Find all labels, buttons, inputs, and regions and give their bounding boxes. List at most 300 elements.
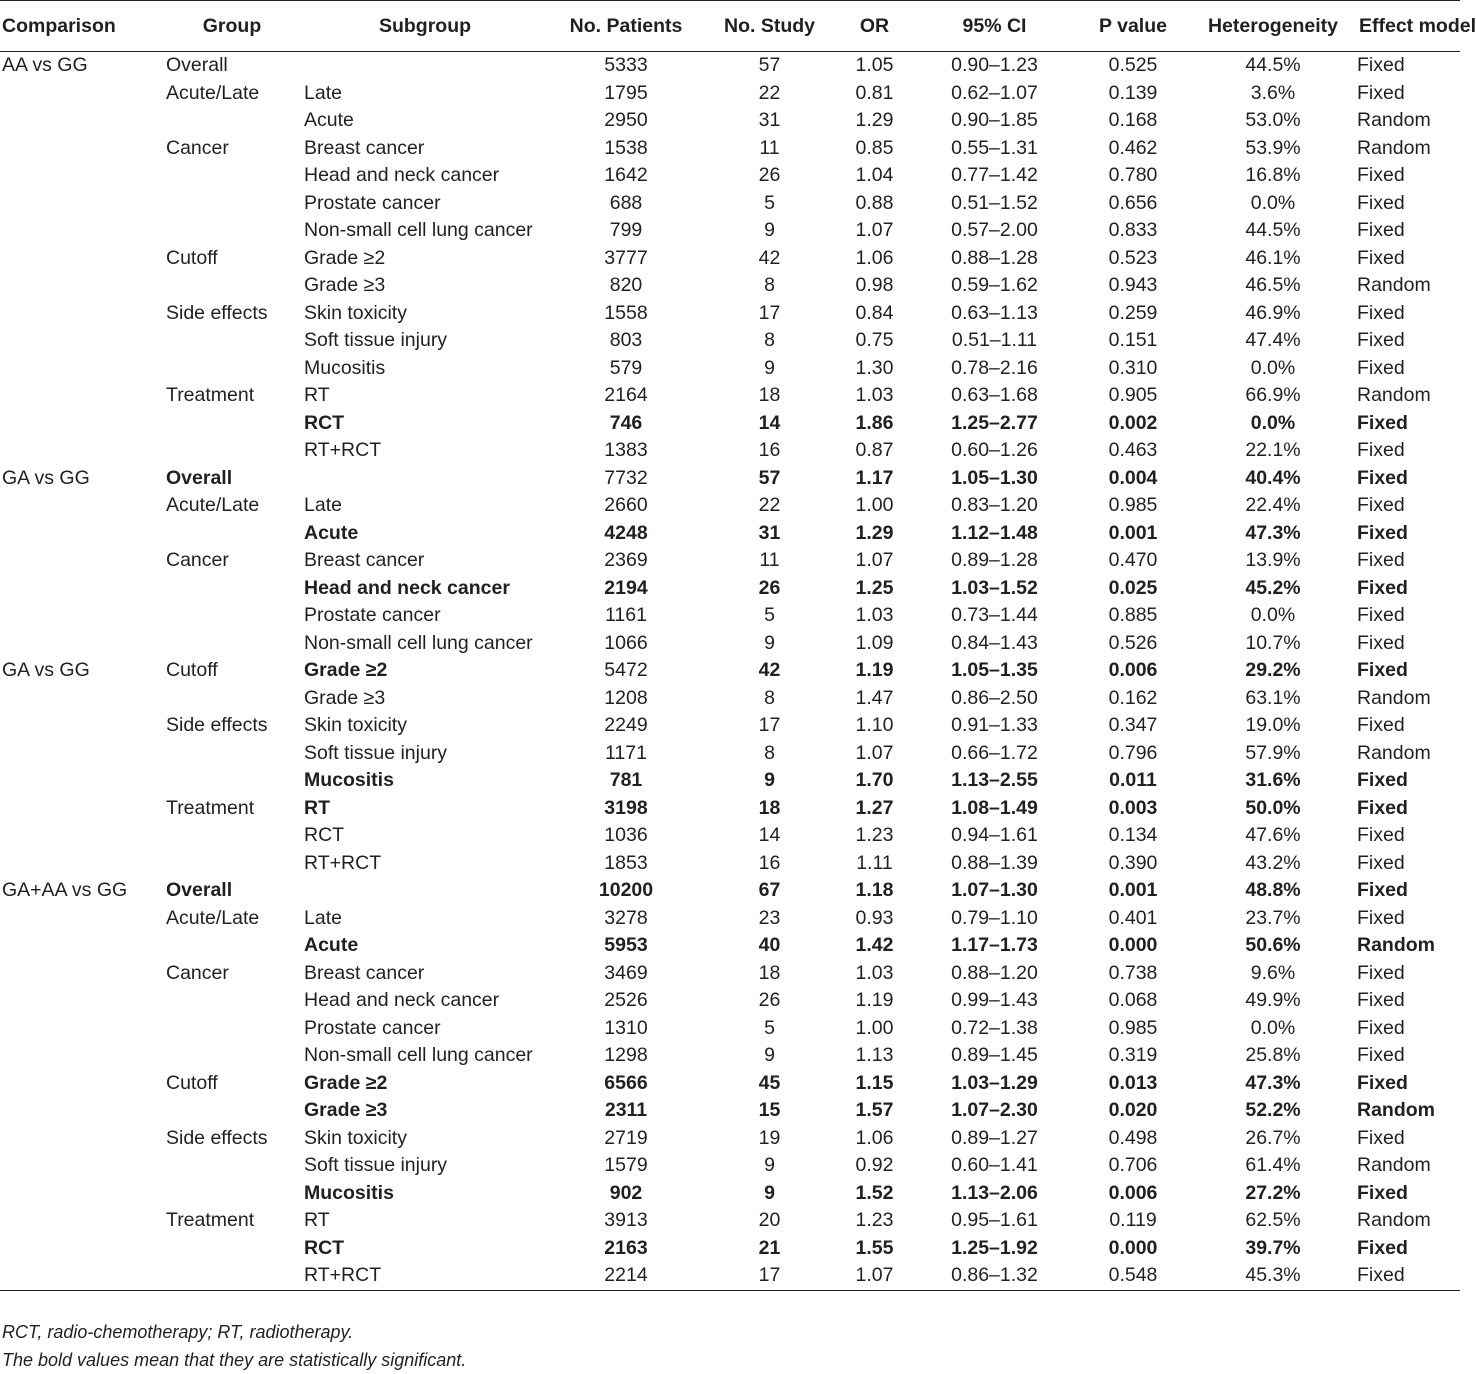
cell-comparison: [0, 217, 164, 245]
table-row: [0, 850, 1460, 878]
cell-studies: 5: [764, 1016, 775, 1039]
table-row: [0, 162, 1460, 190]
header-comparison: Comparison: [0, 1, 164, 52]
cell-studies: 16: [758, 851, 781, 874]
cell-heterogeneity: 47.4%: [1245, 329, 1301, 351]
cell-group: [164, 190, 300, 218]
table-row: [0, 877, 1460, 905]
cell-patients: 799: [609, 219, 643, 241]
cell-heterogeneity: 0.0%: [1250, 1016, 1296, 1039]
cell-patients: 1208: [604, 686, 648, 709]
cell-heterogeneity: 0.0%: [1250, 191, 1296, 214]
cell-ci: 0.99–1.43: [951, 989, 1038, 1011]
table-row: [0, 52, 1460, 80]
cell-group: Side effects: [166, 1126, 268, 1149]
cell-effect-model: Random: [1357, 686, 1431, 709]
table-row: [0, 1235, 1460, 1263]
cell-or: 1.07: [855, 549, 894, 571]
cell-or: 1.55: [855, 1236, 894, 1259]
cell-ci: 0.84–1.43: [951, 631, 1038, 654]
cell-effect-model: Fixed: [1357, 164, 1405, 186]
cell-p-value: 0.985: [1108, 1016, 1158, 1039]
cell-comparison: [0, 1235, 164, 1263]
cell-p-value: 0.119: [1109, 1209, 1157, 1231]
cell-studies: 14: [758, 411, 781, 434]
cell-patients: 2164: [604, 384, 648, 406]
cell-group: [164, 1042, 300, 1070]
cell-effect-model: Fixed: [1357, 906, 1405, 929]
cell-comparison: [0, 355, 164, 383]
cell-ci: 1.05–1.35: [951, 659, 1038, 681]
cell-or: 1.03: [855, 961, 894, 984]
cell-heterogeneity: 47.6%: [1245, 824, 1301, 846]
cell-ci: 0.88–1.39: [951, 851, 1038, 874]
cell-studies: 42: [758, 659, 781, 681]
cell-comparison: [0, 1097, 164, 1125]
cell-p-value: 0.526: [1108, 631, 1158, 654]
cell-p-value: 0.006: [1108, 659, 1158, 681]
cell-subgroup: Grade ≥2: [304, 1071, 388, 1094]
cell-subgroup: Late: [304, 494, 342, 516]
cell-heterogeneity: 19.0%: [1245, 714, 1301, 736]
cell-p-value: 0.004: [1108, 466, 1158, 489]
cell-ci: 1.07–1.30: [951, 879, 1038, 901]
cell-p-value: 0.656: [1108, 191, 1158, 214]
cell-ci: 0.94–1.61: [951, 824, 1038, 846]
cell-p-value: 0.401: [1108, 906, 1158, 929]
cell-comparison: [0, 437, 164, 465]
table-row: [0, 767, 1460, 795]
table-row: [0, 1097, 1460, 1125]
cell-ci: 1.25–1.92: [951, 1236, 1038, 1259]
cell-group: [164, 1015, 300, 1043]
cell-effect-model: Fixed: [1357, 494, 1405, 516]
table-row: [0, 1042, 1460, 1070]
table-row: [0, 1262, 1460, 1290]
cell-effect-model: Fixed: [1357, 301, 1405, 324]
cell-heterogeneity: 29.2%: [1245, 659, 1301, 681]
cell-or: 0.88: [855, 191, 894, 214]
cell-effect-model: Fixed: [1357, 81, 1405, 104]
cell-ci: 0.57–2.00: [951, 219, 1038, 241]
cell-group: Acute/Late: [166, 494, 260, 516]
cell-group: Treatment: [166, 384, 255, 406]
cell-or: 1.11: [856, 851, 893, 874]
table-row: [0, 1152, 1460, 1180]
cell-or: 0.81: [855, 81, 894, 104]
header-effect-model: Effect model: [1357, 1, 1460, 52]
cell-comparison: [0, 685, 164, 713]
cell-patients: 902: [609, 1181, 643, 1204]
cell-patients: 803: [609, 329, 643, 351]
cell-heterogeneity: 46.1%: [1245, 246, 1301, 269]
table-footnotes: [2, 1318, 466, 1374]
cell-effect-model: Fixed: [1357, 219, 1405, 241]
table-row: [0, 932, 1460, 960]
table-row: [0, 492, 1460, 520]
cell-heterogeneity: 53.0%: [1245, 109, 1301, 131]
cell-subgroup: RT+RCT: [304, 851, 382, 874]
cell-patients: 579: [609, 356, 643, 379]
cell-group: Cancer: [166, 549, 229, 571]
table-row: [0, 740, 1460, 768]
cell-studies: 21: [758, 1236, 781, 1259]
cell-studies: 9: [764, 1154, 775, 1176]
cell-studies: 26: [758, 576, 781, 599]
cell-or: 1.47: [855, 686, 894, 709]
table-row: [0, 465, 1460, 493]
cell-patients: 2163: [604, 1236, 648, 1259]
cell-p-value: 0.463: [1108, 439, 1158, 461]
table-row: [0, 437, 1460, 465]
cell-p-value: 0.905: [1108, 384, 1158, 406]
cell-effect-model: Fixed: [1357, 604, 1405, 626]
cell-subgroup: Late: [304, 81, 342, 104]
cell-ci: 1.08–1.49: [951, 796, 1038, 819]
cell-studies: 26: [758, 989, 781, 1011]
cell-or: 1.07: [855, 219, 894, 241]
cell-heterogeneity: 45.2%: [1245, 576, 1301, 599]
cell-patients: 1795: [604, 81, 648, 104]
cell-subgroup: Head and neck cancer: [304, 164, 500, 186]
cell-subgroup: Mucositis: [304, 356, 386, 379]
cell-heterogeneity: 10.7%: [1245, 631, 1301, 654]
table-row: [0, 1180, 1460, 1208]
table-row: [0, 520, 1460, 548]
cell-heterogeneity: 16.8%: [1245, 164, 1301, 186]
cell-subgroup: RT: [304, 1209, 330, 1231]
cell-studies: 9: [764, 1044, 775, 1066]
cell-studies: 31: [758, 521, 781, 544]
cell-patients: 2719: [604, 1126, 648, 1149]
table-row: [0, 217, 1460, 245]
cell-comparison: [0, 740, 164, 768]
cell-heterogeneity: 63.1%: [1245, 686, 1301, 709]
cell-or: 0.75: [855, 329, 894, 351]
cell-effect-model: Fixed: [1357, 1126, 1405, 1149]
cell-studies: 42: [758, 246, 781, 269]
cell-studies: 67: [758, 879, 781, 901]
cell-comparison: [0, 960, 164, 988]
cell-or: 1.70: [855, 769, 894, 791]
cell-ci: 0.90–1.23: [951, 54, 1038, 76]
cell-group: [164, 987, 300, 1015]
cell-subgroup: Grade ≥3: [304, 1099, 388, 1121]
table-row: [0, 657, 1460, 685]
cell-or: 1.07: [855, 741, 894, 764]
table-row: [0, 630, 1460, 658]
cell-or: 1.13: [855, 1044, 894, 1066]
cell-subgroup: Mucositis: [304, 769, 394, 791]
footnote-abbreviations: RCT, radio-chemotherapy; RT, radiotherapy.: [2, 1322, 354, 1342]
cell-or: 1.52: [855, 1181, 894, 1204]
cell-ci: 1.13–2.06: [951, 1181, 1038, 1204]
cell-comparison: [0, 272, 164, 300]
cell-subgroup: Head and neck cancer: [304, 576, 510, 599]
cell-or: 1.15: [855, 1071, 894, 1094]
table-row: [0, 602, 1460, 630]
cell-group: Overall: [166, 879, 233, 901]
table-row: [0, 822, 1460, 850]
cell-heterogeneity: 39.7%: [1245, 1236, 1301, 1259]
header-ci: 95% CI: [912, 1, 1077, 52]
cell-patients: 3913: [604, 1209, 648, 1231]
cell-subgroup: RT: [304, 796, 330, 819]
cell-heterogeneity: 0.0%: [1250, 604, 1296, 626]
cell-effect-model: Fixed: [1357, 356, 1405, 379]
cell-studies: 18: [758, 961, 781, 984]
cell-group: Side effects: [166, 301, 268, 324]
cell-ci: 0.60–1.26: [951, 439, 1038, 461]
cell-heterogeneity: 57.9%: [1245, 741, 1301, 764]
table-row: [0, 80, 1460, 108]
cell-studies: 57: [758, 54, 781, 76]
cell-p-value: 0.001: [1108, 879, 1158, 901]
cell-heterogeneity: 26.7%: [1245, 1126, 1301, 1149]
cell-ci: 1.25–2.77: [951, 411, 1038, 434]
cell-subgroup: Grade ≥2: [304, 659, 388, 681]
cell-heterogeneity: 53.9%: [1245, 136, 1301, 159]
cell-comparison: [0, 905, 164, 933]
cell-subgroup: Breast cancer: [304, 549, 425, 571]
cell-subgroup: Grade ≥2: [304, 246, 386, 269]
cell-effect-model: Fixed: [1357, 1044, 1405, 1066]
cell-effect-model: Fixed: [1357, 1262, 1460, 1290]
cell-subgroup: Acute: [304, 521, 359, 544]
cell-ci: 0.55–1.31: [951, 136, 1038, 159]
cell-patients: 7732: [604, 466, 648, 489]
cell-p-value: 0.001: [1108, 521, 1158, 544]
table-row: [0, 1207, 1460, 1235]
cell-heterogeneity: 61.4%: [1245, 1154, 1301, 1176]
cell-subgroup: Mucositis: [304, 1181, 394, 1204]
cell-ci: 0.90–1.85: [951, 109, 1038, 131]
cell-patients: 3278: [604, 906, 648, 929]
cell-p-value: 0.796: [1108, 741, 1158, 764]
cell-comparison: [0, 987, 164, 1015]
cell-effect-model: Fixed: [1357, 549, 1405, 571]
cell-group: [164, 630, 300, 658]
cell-subgroup: [300, 52, 550, 80]
header-p-value: P value: [1077, 1, 1189, 52]
cell-or: 0.84: [855, 301, 894, 324]
cell-patients: 820: [609, 274, 643, 296]
cell-comparison: [0, 822, 164, 850]
cell-subgroup: RCT: [304, 411, 345, 434]
cell-subgroup: Prostate cancer: [304, 1016, 441, 1039]
cell-effect-model: Random: [1357, 1209, 1431, 1231]
cell-or: 1.57: [855, 1099, 894, 1121]
cell-studies: 31: [758, 109, 781, 131]
cell-heterogeneity: 44.5%: [1245, 219, 1301, 241]
cell-group: [164, 1262, 300, 1290]
cell-comparison: [0, 1042, 164, 1070]
header-group: Group: [164, 1, 300, 52]
cell-subgroup: Acute: [304, 934, 359, 956]
cell-studies: 15: [758, 1099, 781, 1121]
header-heterogeneity: Heterogeneity: [1189, 1, 1357, 52]
cell-subgroup: Non-small cell lung cancer: [304, 219, 533, 241]
cell-studies: 45: [758, 1071, 781, 1094]
cell-group: [164, 1097, 300, 1125]
table-row: [0, 382, 1460, 410]
cell-group: Acute/Late: [166, 81, 260, 104]
cell-studies: 9: [764, 1181, 775, 1204]
cell-patients: 4248: [604, 521, 648, 544]
cell-p-value: 0.002: [1108, 411, 1158, 434]
cell-effect-model: Fixed: [1357, 1181, 1408, 1204]
cell-group: Acute/Late: [166, 906, 260, 929]
cell-ci: 0.77–1.42: [951, 164, 1038, 186]
cell-or: 1.17: [855, 466, 894, 489]
cell-p-value: 0.168: [1108, 109, 1158, 131]
cell-group: [164, 850, 300, 878]
cell-studies: 8: [764, 274, 775, 296]
cell-ci: 1.07–2.30: [951, 1099, 1038, 1121]
cell-or: 1.07: [837, 1262, 912, 1290]
cell-comparison: [0, 850, 164, 878]
cell-or: 0.98: [855, 274, 894, 296]
cell-or: 0.93: [855, 906, 894, 929]
cell-p-value: 0.151: [1108, 329, 1158, 351]
cell-p-value: 0.462: [1108, 136, 1158, 159]
cell-or: 1.06: [855, 1126, 894, 1149]
cell-group: [164, 327, 300, 355]
cell-patients: 746: [609, 411, 643, 434]
cell-patients: 1161: [605, 604, 647, 626]
cell-p-value: 0.523: [1108, 246, 1158, 269]
cell-subgroup: [300, 877, 550, 905]
cell-patients: 2214: [550, 1262, 702, 1290]
table-row: [0, 1070, 1460, 1098]
cell-p-value: 0.548: [1077, 1262, 1189, 1290]
cell-p-value: 0.498: [1108, 1126, 1158, 1149]
cell-or: 1.42: [855, 934, 894, 956]
cell-subgroup: Grade ≥3: [304, 274, 386, 296]
cell-or: 1.86: [855, 411, 894, 434]
cell-studies: 8: [764, 329, 775, 351]
table-row: [0, 712, 1460, 740]
cell-group: [164, 740, 300, 768]
cell-studies: 11: [759, 136, 780, 159]
cell-group: [164, 767, 300, 795]
cell-or: 1.00: [855, 494, 894, 516]
cell-effect-model: Random: [1357, 109, 1431, 131]
cell-ci: 0.51–1.11: [951, 329, 1038, 351]
cell-comparison: [0, 190, 164, 218]
cell-patients: 1036: [604, 824, 648, 846]
table-row: [0, 905, 1460, 933]
table-row: [0, 190, 1460, 218]
cell-p-value: 0.943: [1108, 274, 1158, 296]
cell-comparison: [0, 520, 164, 548]
cell-patients: 1642: [604, 164, 648, 186]
cell-studies: 26: [758, 164, 781, 186]
table-row: [0, 245, 1460, 273]
cell-or: 1.10: [855, 714, 894, 736]
cell-patients: 3469: [604, 961, 648, 984]
cell-effect-model: Fixed: [1357, 466, 1408, 489]
cell-comparison: [0, 602, 164, 630]
cell-comparison: [0, 547, 164, 575]
cell-p-value: 0.020: [1108, 1099, 1158, 1121]
cell-heterogeneity: 3.6%: [1250, 81, 1296, 104]
cell-ci: 0.95–1.61: [951, 1209, 1038, 1231]
cell-patients: 3777: [604, 246, 648, 269]
cell-heterogeneity: 22.4%: [1245, 494, 1301, 516]
cell-studies: 5: [764, 191, 775, 214]
cell-heterogeneity: 31.6%: [1245, 769, 1301, 791]
cell-group: [164, 1152, 300, 1180]
table-row: [0, 410, 1460, 438]
cell-p-value: 0.013: [1108, 1071, 1158, 1094]
cell-group: [164, 822, 300, 850]
cell-ci: 0.63–1.68: [951, 384, 1038, 406]
cell-effect-model: Fixed: [1357, 961, 1405, 984]
cell-patients: 1171: [605, 741, 647, 764]
cell-group: Side effects: [166, 714, 268, 736]
table-row: [0, 107, 1460, 135]
cell-patients: 10200: [598, 879, 654, 901]
table-row: [0, 547, 1460, 575]
cell-ci: 0.62–1.07: [951, 81, 1038, 104]
cell-effect-model: Random: [1357, 1154, 1431, 1176]
cell-group: [164, 932, 300, 960]
cell-ci: 0.72–1.38: [951, 1016, 1038, 1039]
cell-ci: 0.78–2.16: [951, 356, 1038, 379]
cell-patients: 5953: [604, 934, 648, 956]
header-studies: No. Study: [702, 1, 837, 52]
cell-ci: 0.66–1.72: [951, 741, 1038, 764]
cell-comparison: [0, 1180, 164, 1208]
cell-comparison: [0, 932, 164, 960]
cell-heterogeneity: 9.6%: [1250, 961, 1296, 984]
cell-group: [164, 1180, 300, 1208]
cell-ci: 1.05–1.30: [951, 466, 1038, 489]
cell-group: [164, 410, 300, 438]
cell-subgroup: RCT: [304, 824, 345, 846]
cell-subgroup: Late: [304, 906, 342, 929]
cell-group: Cutoff: [166, 659, 218, 681]
table-row: [0, 1015, 1460, 1043]
cell-heterogeneity: 66.9%: [1245, 384, 1301, 406]
cell-p-value: 0.006: [1108, 1181, 1158, 1204]
cell-effect-model: Fixed: [1357, 54, 1405, 76]
cell-heterogeneity: 62.5%: [1245, 1209, 1301, 1231]
cell-subgroup: Soft tissue injury: [304, 329, 448, 351]
cell-subgroup: [300, 465, 550, 493]
cell-group: [164, 575, 300, 603]
cell-patients: 2311: [604, 1099, 648, 1121]
table-row: [0, 272, 1460, 300]
cell-subgroup: Prostate cancer: [304, 191, 441, 214]
cell-or: 1.19: [855, 659, 894, 681]
cell-effect-model: Fixed: [1357, 659, 1408, 681]
cell-group: Cancer: [166, 961, 229, 984]
table-row: [0, 795, 1460, 823]
cell-subgroup: Acute: [304, 109, 354, 131]
table-row: [0, 960, 1460, 988]
cell-or: 1.29: [855, 109, 894, 131]
cell-comparison: [0, 1152, 164, 1180]
cell-subgroup: RT: [304, 384, 330, 406]
cell-p-value: 0.985: [1108, 494, 1158, 516]
cell-ci: 0.89–1.27: [951, 1126, 1038, 1149]
cell-ci: 0.89–1.45: [951, 1044, 1038, 1066]
cell-studies: 22: [758, 81, 781, 104]
cell-heterogeneity: 0.0%: [1250, 356, 1296, 379]
cell-patients: 2950: [604, 109, 648, 131]
